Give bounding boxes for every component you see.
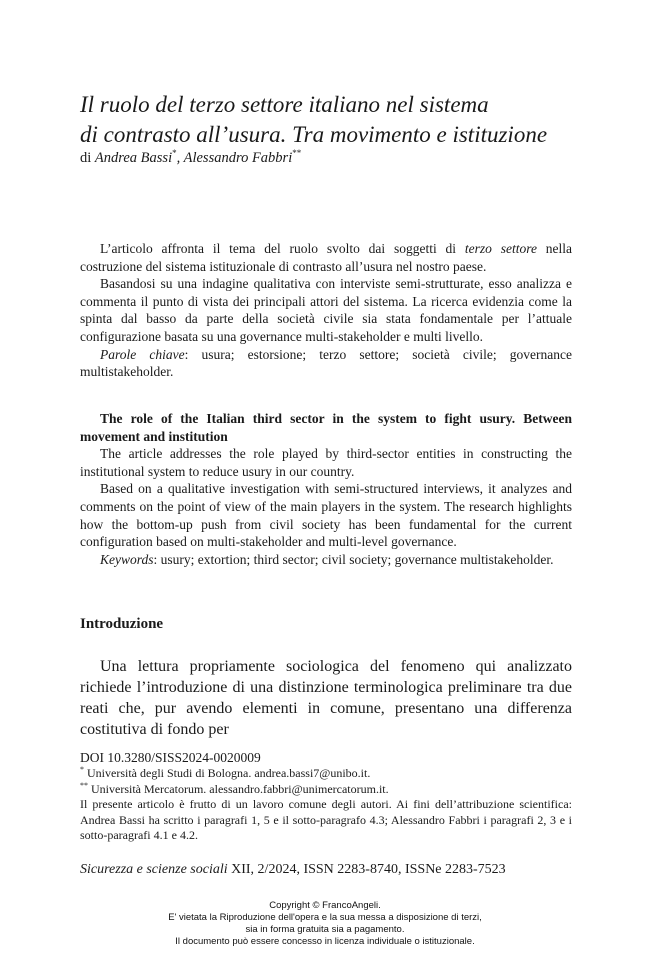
abstract-it-p1-end: nella costruzione del sistema istituzionale di contrasto all’usura nel nostro paese. bbox=[80, 241, 572, 274]
copyright-line-4: Il documento può essere concesso in licenza individuale o istituzionale. bbox=[175, 936, 475, 947]
introduction-body bbox=[80, 656, 572, 740]
abstract-en-title: The role of the Italian third sector in the system to fight usury. Between movement and institution bbox=[80, 411, 572, 444]
section-heading: Introduzione bbox=[80, 616, 164, 632]
copyright-line-2: E' vietata la Riproduzione dell'opera e la sua messa a disposizione di terzi, bbox=[168, 912, 482, 923]
doi: DOI 10.3280/SISS2024-0020009 bbox=[80, 750, 261, 765]
abstract-english bbox=[80, 410, 572, 568]
copyright-notice bbox=[0, 900, 650, 948]
keywords-it: : usura; estorsione; terzo settore; società civile; governance multistakeholder. bbox=[80, 346, 573, 380]
footnote-3: Il presente articolo è frutto di un lavoro comune degli autori. Ai fini dell’attribuzione scientifica: Andrea Bassi ha scritto i paragrafi 1, 5 e il sotto-paragrafo 4.3; Alessandro Fabbri i paragrafi 2, 3 e i sotto-paragrafi 4.1 e 4.2. bbox=[80, 797, 572, 842]
footnotes bbox=[80, 749, 572, 844]
abstract-en-keywords bbox=[80, 551, 572, 569]
journal-name: Sicurezza e scienze sociali bbox=[80, 862, 228, 877]
keywords-en: : usury; extortion; third sector; civil society; governance multistakeholder. bbox=[153, 551, 554, 567]
author-2-mark: ** bbox=[292, 148, 302, 159]
abstract-it-p1-emphasis: terzo settore bbox=[464, 241, 537, 256]
introduction-paragraph: Una lettura propriamente sociologica del fenomeno qui analizzato richiede l’introduzione di una distinzione terminologica preliminare tra due reati che, pur avendo elementi in comune, presentano una differenza costitutiva di fondo per bbox=[80, 658, 572, 738]
keywords-label-en: Keywords bbox=[100, 551, 154, 567]
copyright-line-3: sia in forma gratuita sia a pagamento. bbox=[245, 924, 405, 935]
footnote-1-text: Università degli Studi di Bologna. andrea.bassi7@unibo.it. bbox=[84, 766, 371, 780]
article-title bbox=[80, 90, 600, 150]
author-2: Alessandro Fabbri bbox=[183, 150, 293, 166]
abstract-it-p1-start: L’articolo affronta il tema del ruolo svolto dai soggetti di bbox=[100, 241, 465, 256]
footnote-1-mark: * bbox=[80, 765, 84, 774]
footnote-2-text: Università Mercatorum. alessandro.fabbri@unimercatorum.it. bbox=[88, 781, 389, 796]
abstract-it-keywords bbox=[80, 346, 572, 381]
authors-separator: , bbox=[176, 150, 184, 166]
title-line-1: Il ruolo del terzo settore italiano nel sistema bbox=[80, 92, 489, 117]
journal-details: XII, 2/2024, ISSN 2283-8740, ISSNe 2283-7523 bbox=[227, 862, 506, 877]
abstract-it-paragraph-2: Basandosi su una indagine qualitativa con interviste semi-strutturate, esso analizza e commenta il punto di vista dei principali attori del sistema. La ricerca evidenzia come la spinta dal basso da parte della società civile sia stata fondamentale per l’attuale configurazione basata su una governance multi-stakeholder e multi livello. bbox=[80, 276, 572, 344]
author-1: Andrea Bassi bbox=[94, 150, 173, 166]
footnote-2 bbox=[80, 782, 572, 798]
copyright-line-1: Copyright © FrancoAngeli. bbox=[269, 900, 381, 911]
abstract-it-paragraph-1 bbox=[80, 240, 572, 275]
abstract-en-paragraph-1: The article addresses the role played by third-sector entities in constructing the institutional system to reduce usury in our country. bbox=[80, 446, 572, 479]
footnote-2-mark: ** bbox=[80, 780, 88, 790]
journal-citation bbox=[80, 862, 506, 878]
authors-prefix: di bbox=[80, 150, 95, 166]
author-line bbox=[80, 150, 301, 167]
abstract-italian bbox=[80, 240, 572, 381]
title-line-2: di contrasto all’usura. Tra movimento e istituzione bbox=[80, 122, 548, 147]
author-1-mark: * bbox=[172, 148, 177, 159]
abstract-en-paragraph-2: Based on a qualitative investigation with semi-structured interviews, it analyzes and comments on the point of view of the main players in the system. The research highlights how the bottom-up push from civil society has been fundamental for the current configuration based on multi-stakeholder and multi-level governance. bbox=[80, 481, 572, 550]
keywords-label-it: Parole chiave bbox=[100, 346, 185, 362]
footnote-1 bbox=[80, 766, 572, 782]
